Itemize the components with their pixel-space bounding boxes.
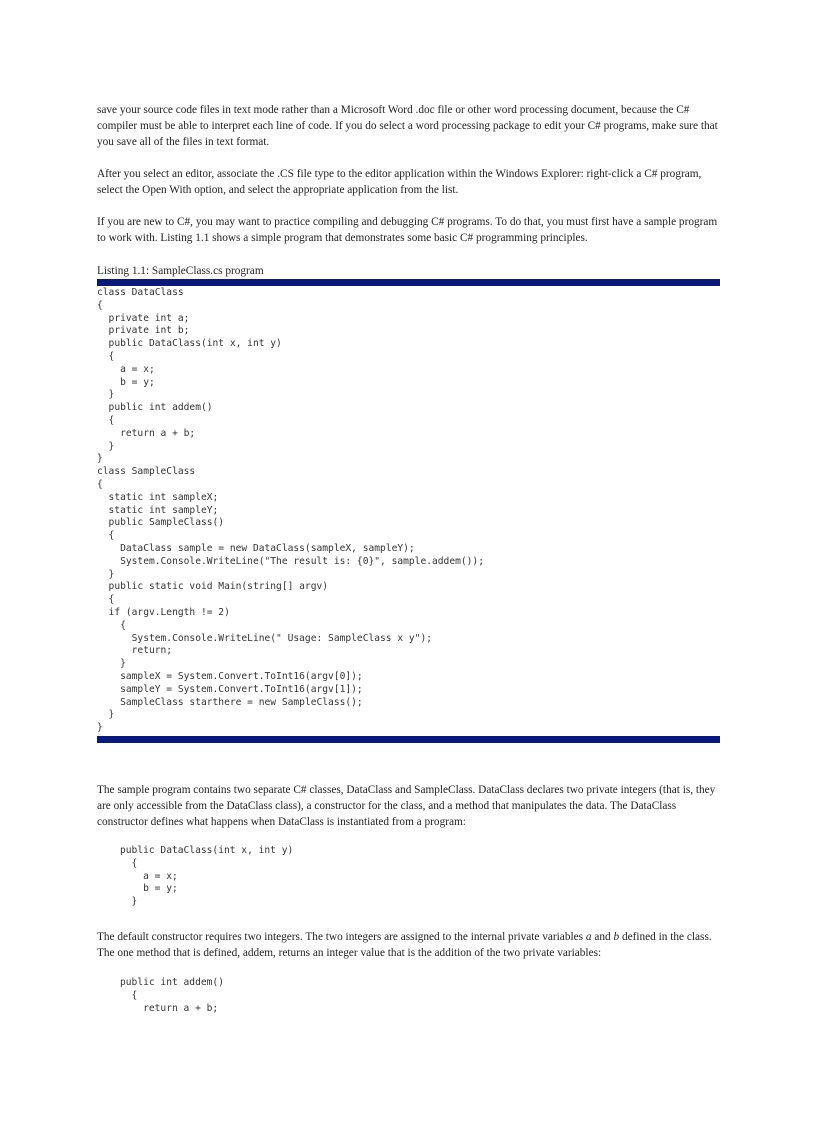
code-line: {: [97, 619, 126, 631]
code-line: }: [97, 440, 115, 452]
code-listing: [97, 287, 484, 735]
code-line: class DataClass: [97, 287, 184, 298]
paragraph-new-to-csharp: If you are new to C#, you may want to practice compiling and debugging C# programs. To do that, you must first have a sample program to work with. Listing 1.1 shows a simple program that demonstrates some basic C# programming principles.: [97, 216, 718, 244]
code-line: public int addem(): [97, 402, 213, 414]
code-line: {: [120, 989, 138, 1001]
code-snippet-constructor: [120, 845, 293, 909]
code-line: {: [120, 857, 138, 869]
code-line: return;: [97, 645, 173, 657]
code-line: {: [97, 530, 115, 542]
listing-bottom-rule: [97, 736, 720, 743]
code-line: private int a;: [97, 312, 190, 324]
code-line: System.Console.WriteLine(" Usage: SampleClass x y");: [97, 632, 433, 644]
listing-caption: Listing 1.1: SampleClass.cs program: [97, 265, 264, 277]
var-a: a: [585, 931, 592, 943]
code-line: public DataClass(int x, int y): [97, 338, 282, 350]
code-line: }: [97, 709, 115, 721]
code-line: a = x;: [120, 870, 178, 882]
code-line: }: [97, 453, 103, 465]
paragraph-sample-program: The sample program contains two separate C# classes, DataClass and SampleClass. DataClass declares two private integers (that is, they are only accessible from the DataClass class), a constructor for the class, and a method that manipulates the data. The DataClass constructor defines what happens when DataClass is instantiated from a program:: [97, 784, 716, 828]
code-line: public int addem(): [120, 977, 224, 988]
code-line: class SampleClass: [97, 466, 196, 478]
code-line: DataClass sample = new DataClass(sampleX, sampleY);: [97, 542, 415, 554]
paragraph-associate-editor: After you select an editor, associate the .CS file type to the editor application within the Windows Explorer: right-click a C# program, select the Open With option, and select the appropriate application from the list.: [97, 168, 702, 196]
code-line: public SampleClass(): [97, 517, 225, 529]
code-line: }: [120, 896, 138, 908]
code-line: b = y;: [97, 376, 155, 388]
code-line: System.Console.WriteLine("The result is: {0}", sample.addem());: [97, 555, 484, 567]
code-line: }: [97, 389, 115, 401]
code-line: {: [97, 299, 103, 311]
code-line: public static void Main(string[] argv): [97, 581, 329, 593]
code-line: {: [97, 594, 115, 606]
p5-and: and: [591, 931, 614, 943]
code-line: return a + b;: [120, 1002, 219, 1014]
code-line: b = y;: [120, 883, 178, 895]
code-line: return a + b;: [97, 427, 196, 439]
p5-before: The default constructor requires two integers. The two integers are assigned to the internal private variables: [97, 931, 586, 943]
code-line: {: [97, 478, 103, 490]
code-line: }: [97, 722, 103, 734]
code-line: {: [97, 350, 115, 362]
paragraph-save-text-mode: save your source code files in text mode rather than a Microsoft Word .doc file or other word processing document, because the C# compiler must be able to interpret each line of code. If you do select a word processing package to edit your C# programs, make sure that you save all of the files in text format.: [97, 104, 718, 148]
code-line: a = x;: [97, 363, 155, 375]
listing-top-rule: [97, 279, 720, 286]
code-line: if (argv.Length != 2): [97, 606, 230, 618]
code-line: }: [97, 658, 126, 670]
code-line: sampleY = System.Convert.ToInt16(argv[1]);: [97, 683, 363, 695]
code-line: public DataClass(int x, int y): [120, 845, 294, 856]
paragraph-default-constructor: [97, 929, 721, 961]
p5-after: defined in the class. The one method that is defined, addem, returns an integer value that is the addition of the two private variables:: [97, 931, 712, 959]
code-line: private int b;: [97, 325, 190, 337]
code-line: sampleX = System.Convert.ToInt16(argv[0]);: [97, 670, 363, 682]
code-snippet-addem: [120, 977, 224, 1015]
code-line: }: [97, 568, 115, 580]
var-b: b: [613, 931, 620, 943]
code-line: {: [97, 414, 115, 426]
code-line: static int sampleX;: [97, 491, 219, 503]
code-line: SampleClass starthere = new SampleClass();: [97, 696, 363, 708]
code-line: static int sampleY;: [97, 504, 219, 516]
